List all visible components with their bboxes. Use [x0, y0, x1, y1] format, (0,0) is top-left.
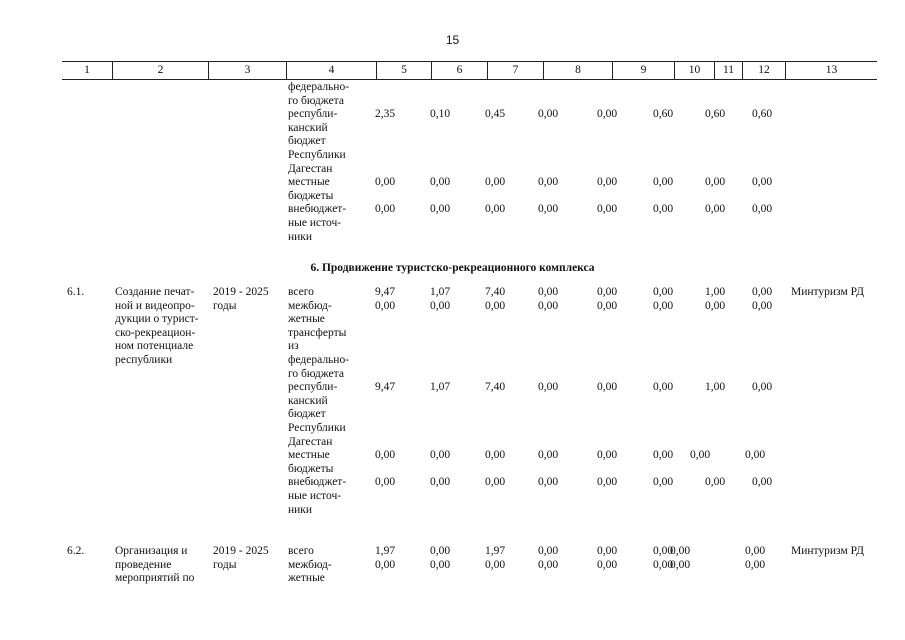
section-title: 6. Продвижение туристско-рекреационного комплекса	[310, 262, 595, 274]
item-6-1-executor: Минтуризм РД	[791, 286, 864, 298]
item-6-1-row-1-value-12: 0,00	[752, 299, 773, 312]
cont-row-1-label-line: республи-	[288, 108, 338, 121]
item-6-2-name-line: мероприятий по	[115, 572, 195, 585]
item-6-1-row-3-value-8: 0,00	[538, 449, 559, 462]
table-header-row	[62, 61, 877, 80]
cont-row-2-value-9: 0,00	[597, 176, 618, 189]
item-6-1-row-3-value-5: 0,00	[375, 449, 396, 462]
item-6-1-row-2-value-5: 9,47	[375, 381, 396, 394]
item-6-1-row-0-value-11: 1,00	[705, 286, 726, 298]
item-6-1-row-1-value-7: 0,00	[485, 299, 506, 312]
item-6-1-row-0-value-7: 7,40	[485, 286, 506, 298]
item-6-1-name-line: ско-рекреацион-	[115, 326, 196, 339]
cont-row-2-value-6: 0,00	[430, 176, 451, 189]
item-6-1-row-1-label-line: из	[288, 340, 299, 353]
header-cell-13: 13	[785, 62, 877, 79]
item-6-1-row-0-value-12: 0,00	[752, 286, 773, 298]
cont-row-3-value-8: 0,00	[538, 203, 559, 216]
cont-row-1-label-line: канский	[288, 121, 328, 134]
item-6-1-row-3-value-11: 0,00	[690, 449, 711, 462]
item-6-1-row-2-label-line: республи-	[288, 381, 338, 394]
item-6-1-row-2-value-8: 0,00	[538, 381, 559, 394]
item-6-2-row-1-value-5: 0,00	[375, 558, 396, 571]
cont-row-3-label-line: ники	[288, 230, 313, 243]
item-6-1-row-1-value-8: 0,00	[538, 299, 559, 312]
cont-row-0-label-line: федерально-	[288, 81, 350, 93]
item-6-1-row-2-label-line: Дагестан	[288, 435, 333, 448]
item-6-1-period-line: годы	[213, 299, 237, 312]
cont-row-3-value-6: 0,00	[430, 203, 451, 216]
item-6-1-row-3-label-line: местные	[288, 449, 330, 462]
item-6-1-row-2-value-11: 1,00	[705, 381, 726, 394]
item-6-1-row-4-value-7: 0,00	[485, 476, 506, 489]
item-6-2-period-line: годы	[213, 558, 237, 571]
item-6-2-row-1-value-12: 0,00	[745, 558, 766, 571]
item-6-2-executor: Минтуризм РД	[791, 545, 864, 557]
item-6-1-row-0-value-6: 1,07	[430, 286, 451, 298]
item-6-1-row-1-label-line: межбюд-	[288, 299, 332, 312]
cont-row-2-value-8: 0,00	[538, 176, 559, 189]
item-6-1-row-0-label-line: всего	[288, 286, 314, 298]
cont-row-3-value-10: 0,00	[653, 203, 674, 216]
item-6-1-name-line: республики	[115, 354, 173, 366]
cont-row-1-value-7: 0,45	[485, 108, 506, 121]
item-6-1-row-1-value-11: 0,00	[705, 299, 726, 312]
cont-row-2-value-11: 0,00	[705, 176, 726, 189]
header-cell-11: 11	[714, 62, 742, 79]
item-6-1-name-line: ной и видеопро-	[115, 299, 195, 312]
cont-row-2-label-line: местные	[288, 176, 330, 189]
item-6-1-row-0-value-5: 9,47	[375, 286, 396, 298]
item-6-2-row-0-value-12: 0,00	[745, 545, 766, 557]
item-6-2-number: 6.2.	[67, 545, 85, 557]
cont-row-2-label-line: бюджеты	[288, 189, 334, 202]
item-6-1-row-2-value-10: 0,00	[653, 381, 674, 394]
item-6-2-row-0-value-7: 1,97	[485, 545, 506, 557]
item-6-1-row-4-label-line: ники	[288, 503, 313, 516]
item-6-1-row-2-value-6: 1,07	[430, 381, 451, 394]
cont-row-3-label-line: внебюджет-	[288, 203, 347, 216]
item-6-2-row-0-value-10: 0,00	[653, 545, 674, 557]
item-6-1-row-3-value-9: 0,00	[597, 449, 618, 462]
item-6-1-name-line: ном потенциале	[115, 340, 194, 353]
cont-row-0-label-line: го бюджета	[288, 94, 344, 107]
item-6-1-row-4-value-12: 0,00	[752, 476, 773, 489]
item-6-2-row-0-value-6: 0,00	[430, 545, 451, 557]
item-6-2-row-0-value-11: 0,00	[670, 545, 691, 557]
item-6-2-row-0-value-8: 0,00	[538, 545, 559, 557]
item-6-1-row-2-label-line: канский	[288, 394, 328, 407]
item-6-1-number: 6.1.	[67, 286, 85, 298]
cont-row-1-value-10: 0,60	[653, 108, 674, 121]
item-6-1-row-1-label-line: жетные	[288, 313, 325, 326]
item-6-1-row-2-value-9: 0,00	[597, 381, 618, 394]
item-6-1-row-4-value-10: 0,00	[653, 476, 674, 489]
item-6-1-row-4-value-5: 0,00	[375, 476, 396, 489]
item-6-2-row-0-value-5: 1,97	[375, 545, 396, 557]
item-6-1-row-1-label-line: го бюджета	[288, 367, 344, 380]
item-6-2-row-1-value-11: 0,00	[670, 558, 691, 571]
header-cell-5: 5	[376, 62, 431, 79]
cont-row-1-label-line: бюджет	[288, 135, 326, 148]
item-6-1-row-0-value-8: 0,00	[538, 286, 559, 298]
item-6-1-row-4-value-6: 0,00	[430, 476, 451, 489]
header-cell-1: 1	[84, 64, 90, 76]
cont-row-2-value-12: 0,00	[752, 176, 773, 189]
cont-row-1-label-line: Дагестан	[288, 162, 333, 175]
item-6-2-row-1-value-10: 0,00	[653, 558, 674, 571]
item-6-1-row-1-value-5: 0,00	[375, 299, 396, 312]
cont-row-3-value-9: 0,00	[597, 203, 618, 216]
cont-row-1-label-line: Республики	[288, 149, 346, 161]
item-6-2-row-1-label-line: жетные	[288, 572, 325, 585]
item-6-1-row-3-value-6: 0,00	[430, 449, 451, 462]
item-6-1-row-1-label-line: федерально-	[288, 354, 350, 366]
header-cell-10: 10	[674, 62, 714, 79]
item-6-1-row-4-value-11: 0,00	[705, 476, 726, 489]
cont-row-3-value-12: 0,00	[752, 203, 773, 216]
cont-row-3-value-11: 0,00	[705, 203, 726, 216]
header-cell-6: 6	[431, 62, 487, 79]
item-6-2-row-0-value-9: 0,00	[597, 545, 618, 557]
cont-row-1-value-9: 0,00	[597, 108, 618, 121]
header-cell-2: 2	[112, 62, 208, 79]
item-6-1-name-line: дукции о турист-	[115, 313, 199, 326]
item-6-1-row-1-value-9: 0,00	[597, 299, 618, 312]
cont-row-3-value-5: 0,00	[375, 203, 396, 216]
item-6-1-row-2-value-12: 0,00	[752, 381, 773, 394]
header-cell-7: 7	[487, 62, 543, 79]
item-6-1-row-3-value-10: 0,00	[653, 449, 674, 462]
item-6-1-row-4-label-line: внебюджет-	[288, 476, 347, 489]
item-6-1-row-2-label-line: Республики	[288, 422, 346, 434]
header-cell-4: 4	[286, 62, 376, 79]
item-6-1-period-line: 2019 - 2025	[213, 286, 269, 298]
header-cell-9: 9	[612, 62, 674, 79]
header-cell-8: 8	[543, 62, 612, 79]
item-6-1-row-1-value-10: 0,00	[653, 299, 674, 312]
page-number: 15	[445, 33, 460, 47]
item-6-1-row-3-value-12: 0,00	[745, 449, 766, 462]
cont-row-2-value-7: 0,00	[485, 176, 506, 189]
cont-row-2-value-5: 0,00	[375, 176, 396, 189]
cont-row-1-value-5: 2,35	[375, 108, 396, 121]
item-6-1-row-1-value-6: 0,00	[430, 299, 451, 312]
item-6-2-row-0-label-line: всего	[288, 545, 314, 557]
item-6-2-name-line: Организация и	[115, 545, 188, 557]
item-6-1-row-4-label-line: ные источ-	[288, 490, 342, 502]
cont-row-1-value-8: 0,00	[538, 108, 559, 121]
item-6-1-name-line: Создание печат-	[115, 286, 195, 298]
item-6-1-row-0-value-10: 0,00	[653, 286, 674, 298]
item-6-2-row-1-value-7: 0,00	[485, 558, 506, 571]
item-6-1-row-0-value-9: 0,00	[597, 286, 618, 298]
item-6-2-row-1-value-8: 0,00	[538, 558, 559, 571]
cont-row-1-value-6: 0,10	[430, 108, 451, 121]
cont-row-3-label-line: ные источ-	[288, 217, 342, 229]
cont-row-2-value-10: 0,00	[653, 176, 674, 189]
item-6-1-row-4-value-9: 0,00	[597, 476, 618, 489]
item-6-2-row-1-value-9: 0,00	[597, 558, 618, 571]
cont-row-1-value-12: 0,60	[752, 108, 773, 121]
item-6-1-row-4-value-8: 0,00	[538, 476, 559, 489]
header-cell-3: 3	[208, 62, 286, 79]
item-6-1-row-2-label-line: бюджет	[288, 408, 326, 421]
cont-row-3-value-7: 0,00	[485, 203, 506, 216]
item-6-2-name-line: проведение	[115, 558, 172, 571]
item-6-2-row-1-value-6: 0,00	[430, 558, 451, 571]
item-6-1-row-2-value-7: 7,40	[485, 381, 506, 394]
header-cell-12: 12	[742, 62, 785, 79]
cont-row-1-value-11: 0,60	[705, 108, 726, 121]
item-6-2-period-line: 2019 - 2025	[213, 545, 269, 557]
item-6-1-row-1-label-line: трансферты	[288, 326, 347, 339]
item-6-1-row-3-value-7: 0,00	[485, 449, 506, 462]
item-6-2-row-1-label-line: межбюд-	[288, 558, 332, 571]
item-6-1-row-3-label-line: бюджеты	[288, 462, 334, 475]
